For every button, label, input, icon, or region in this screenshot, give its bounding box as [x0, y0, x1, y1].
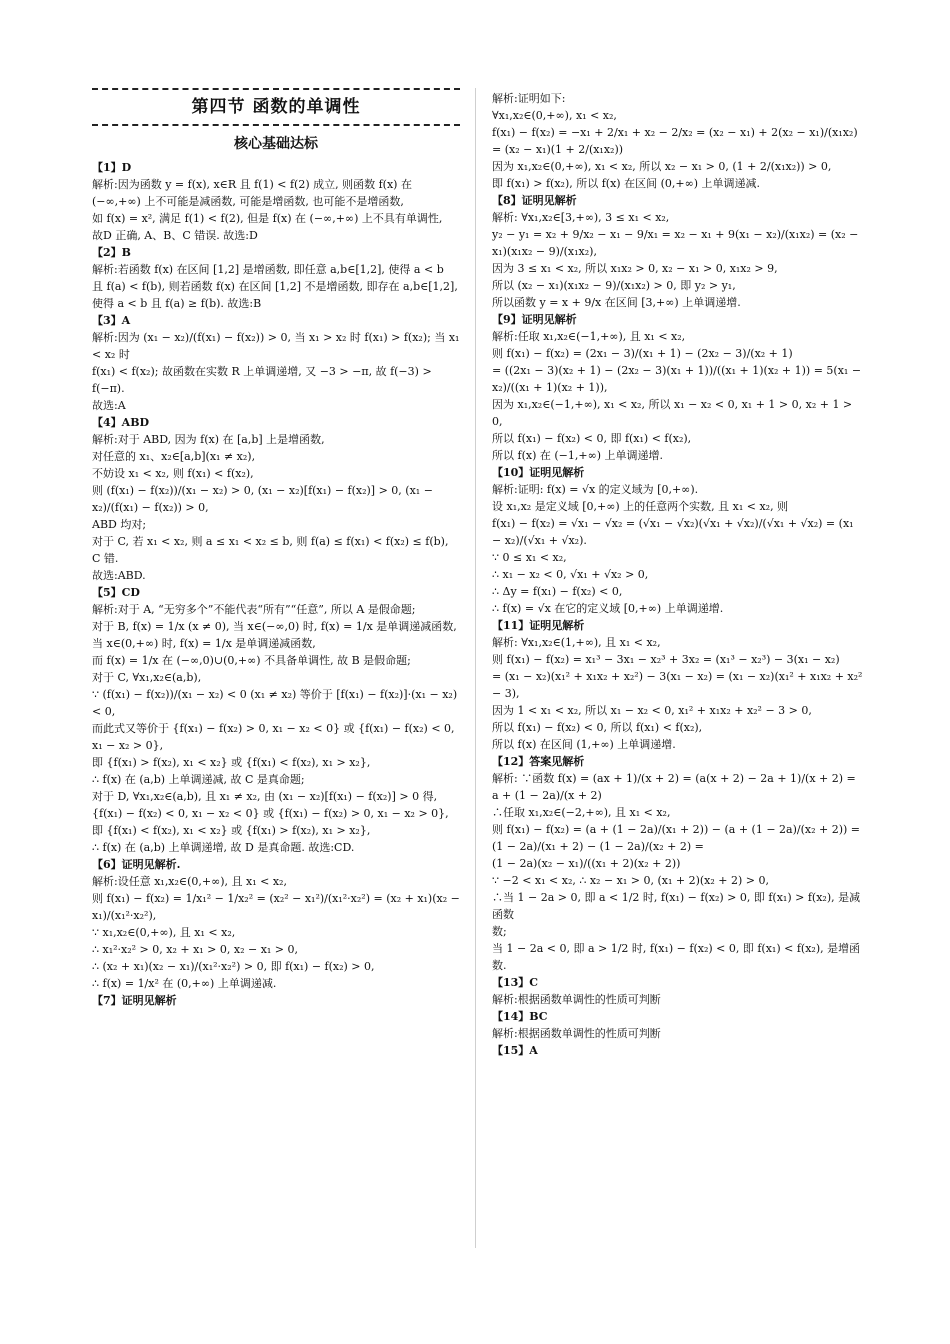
solution-line: 因为 x₁,x₂∈(0,+∞), x₁ < x₂, 所以 x₂ − x₁ > 0, (1 + 2/(x₁x₂)) > 0,	[492, 160, 832, 173]
answer-item	[492, 1008, 864, 1042]
answer-item	[492, 974, 864, 1008]
solution-line: 解析:根据函数单调性的性质可判断	[492, 993, 661, 1006]
left-items	[92, 159, 460, 1009]
answer-item	[92, 312, 460, 414]
solution-line: ∴ (x₂ + x₁)(x₂ − x₁)/(x₁²·x₂²) > 0, 即 f(x₁) − f(x₂) > 0,	[92, 960, 375, 973]
solution-line: 解析:证明如下:	[492, 92, 566, 105]
question-number: 【6】证明见解析.	[92, 858, 181, 871]
solution-line: f(x₁) − f(x₂) = −x₁ + 2/x₁ + x₂ − 2/x₂ = (x₂ − x₁) + 2(x₂ − x₁)/(x₁x₂) = (x₂ − x₁)(1 + 2/(x₁x₂))	[492, 126, 858, 156]
solution-line: 对于 B, f(x) = 1/x (x ≠ 0), 当 x∈(−∞,0) 时, f(x) = 1/x 是单调递减函数,	[92, 620, 457, 633]
solution-line: 解析: ∀x₁,x₂∈(1,+∞), 且 x₁ < x₂,	[492, 636, 661, 649]
question-number: 【5】CD	[92, 586, 140, 599]
solution-line: 如 f(x) = x², 满足 f(1) < f(2), 但是 f(x) 在 (−∞,+∞) 上不具有单调性,	[92, 212, 443, 225]
question-number: 【15】A	[492, 1044, 538, 1057]
solution-line: ∴ f(x) = √x 在它的定义域 [0,+∞) 上单调递增.	[492, 602, 724, 615]
answer-item	[92, 856, 460, 992]
question-number: 【1】D	[92, 161, 132, 174]
answer-item	[492, 617, 864, 753]
solution-line: 解析:因为 (x₁ − x₂)/(f(x₁) − f(x₂)) > 0, 当 x₁ > x₂ 时 f(x₁) > f(x₂); 当 x₁ < x₂ 时	[92, 331, 460, 361]
solution-line: 所以 f(x₁) − f(x₂) < 0, 所以 f(x₁) < f(x₂),	[492, 721, 703, 734]
solution-line: 解析:因为函数 y = f(x), x∈R 且 f(1) < f(2) 成立, 则函数 f(x) 在	[92, 178, 412, 191]
question-number: 【11】证明见解析	[492, 619, 585, 632]
solution-line: 对任意的 x₁、x₂∈[a,b](x₁ ≠ x₂),	[92, 450, 256, 463]
solution-line: 所以 (x₂ − x₁)(x₁x₂ − 9)/(x₁x₂) > 0, 即 y₂ > y₁,	[492, 279, 736, 292]
solution-line: 因为 x₁,x₂∈(−1,+∞), x₁ < x₂, 所以 x₁ − x₂ < 0, x₁ + 1 > 0, x₂ + 1 > 0,	[492, 398, 853, 428]
solution-line: 解析:设任意 x₁,x₂∈(0,+∞), 且 x₁ < x₂,	[92, 875, 287, 888]
solution-line: 所以 f(x) 在区间 (1,+∞) 上单调递增.	[492, 738, 676, 751]
solution-line: 则 f(x₁) − f(x₂) = (2x₁ − 3)/(x₁ + 1) − (2x₂ − 3)/(x₂ + 1)	[492, 347, 793, 360]
solution-line: 当 x∈(0,+∞) 时, f(x) = 1/x 是单调递减函数,	[92, 637, 316, 650]
answer-item	[492, 464, 864, 617]
solution-line: 且 f(a) < f(b), 则若函数 f(x) 在区间 [1,2] 不是增函数, 即存在 a,b∈[1,2],	[92, 280, 458, 293]
solution-line: f(x₁) < f(x₂); 故函数在实数 R 上单调递增, 又 −3 > −π, 故 f(−3) > f(−π).	[92, 365, 432, 395]
solution-line: 故选:A	[92, 399, 126, 412]
solution-line: 解析: ∀x₁,x₂∈[3,+∞), 3 ≤ x₁ < x₂,	[492, 211, 670, 224]
question-number: 【3】A	[92, 314, 131, 327]
solution-line: y₂ − y₁ = x₂ + 9/x₂ − x₁ − 9/x₁ = x₂ − x₁ + 9(x₁ − x₂)/(x₁x₂) = (x₂ − x₁)(x₁x₂ − 9)/(x₁x₂),	[492, 228, 859, 258]
solution-line: 当 1 − 2a < 0, 即 a > 1/2 时, f(x₁) − f(x₂) < 0, 即 f(x₁) < f(x₂), 是增函数.	[492, 942, 861, 972]
answer-item	[492, 311, 864, 464]
solution-line: ∀x₁,x₂∈(0,+∞), x₁ < x₂,	[492, 109, 617, 122]
answer-item	[492, 753, 864, 974]
solution-line: 而此式又等价于 {f(x₁) − f(x₂) > 0, x₁ − x₂ < 0} 或 {f(x₁) − f(x₂) < 0, x₁ − x₂ > 0},	[92, 722, 455, 752]
solution-line: 解析:若函数 f(x) 在区间 [1,2] 是增函数, 即任意 a,b∈[1,2], 使得 a < b	[92, 263, 444, 276]
solution-line: 解析:根据函数单调性的性质可判断	[492, 1027, 661, 1040]
solution-line: 故选:ABD.	[92, 569, 146, 582]
solution-line: 解析:对于 ABD, 因为 f(x) 在 [a,b] 上是增函数,	[92, 433, 325, 446]
solution-line: 对于 D, ∀x₁,x₂∈(a,b), 且 x₁ ≠ x₂, 由 (x₁ − x₂)[f(x₁) − f(x₂)] > 0 得,	[92, 790, 438, 803]
section-title: 第四节 函数的单调性	[191, 97, 361, 117]
solution-line: 故D 正确, A、B、C 错误. 故选:D	[92, 229, 258, 242]
solution-line: {f(x₁) − f(x₂) < 0, x₁ − x₂ < 0} 或 {f(x₁) − f(x₂) > 0, x₁ − x₂ > 0},	[92, 807, 449, 820]
question-number: 【13】C	[492, 976, 539, 989]
solution-line: (−∞,+∞) 上不可能是减函数, 可能是增函数, 也可能不是增函数,	[92, 195, 404, 208]
right-items	[492, 90, 864, 1059]
solution-line: ∴ Δy = f(x₁) − f(x₂) < 0,	[492, 585, 623, 598]
answer-item	[492, 192, 864, 311]
solution-line: 因为 1 < x₁ < x₂, 所以 x₁ − x₂ < 0, x₁² + x₁x₂ + x₂² − 3 > 0,	[492, 704, 812, 717]
solution-line: 则 f(x₁) − f(x₂) = 1/x₁² − 1/x₂² = (x₂² − x₁²)/(x₁²·x₂²) = (x₂ + x₁)(x₂ − x₁)/(x₁²·x₂²),	[92, 892, 460, 922]
question-number: 【12】答案见解析	[492, 755, 585, 768]
answer-item	[92, 414, 460, 584]
solution-line: 即 f(x₁) > f(x₂), 所以 f(x) 在区间 (0,+∞) 上单调递减.	[492, 177, 761, 190]
solution-line: 不妨设 x₁ < x₂, 则 f(x₁) < f(x₂),	[92, 467, 254, 480]
solution-line: 所以 f(x) 在 (−1,+∞) 上单调递增.	[492, 449, 664, 462]
answer-item	[492, 90, 864, 192]
solution-line: 所以 f(x₁) − f(x₂) < 0, 即 f(x₁) < f(x₂),	[492, 432, 692, 445]
answer-item	[92, 992, 460, 1009]
right-column	[492, 90, 864, 1059]
solution-line: (1 − 2a)(x₂ − x₁)/((x₁ + 2)(x₂ + 2))	[492, 857, 681, 870]
answer-item	[492, 1042, 864, 1059]
solution-line: 而 f(x) = 1/x 在 (−∞,0)∪(0,+∞) 不具备单调性, 故 B 是假命题;	[92, 654, 411, 667]
solution-line: ∵ −2 < x₁ < x₂, ∴ x₂ − x₁ > 0, (x₁ + 2)(x₂ + 2) > 0,	[492, 874, 769, 887]
solution-line: ∵ x₁,x₂∈(0,+∞), 且 x₁ < x₂,	[92, 926, 236, 939]
solution-line: 解析:证明: f(x) = √x 的定义域为 [0,+∞).	[492, 483, 699, 496]
left-column	[92, 88, 460, 1009]
solution-line: = (x₁ − x₂)(x₁² + x₁x₂ + x₂²) − 3(x₁ − x₂) = (x₁ − x₂)(x₁² + x₁x₂ + x₂² − 3),	[492, 670, 863, 700]
solution-line: 解析:对于 A, “无穷多个”不能代表“所有”“任意”, 所以 A 是假命题;	[92, 603, 416, 616]
solution-line: 解析: ∵函数 f(x) = (ax + 1)/(x + 2) = (a(x + 2) − 2a + 1)/(x + 2) = a + (1 − 2a)/(x + 2)	[492, 772, 856, 802]
solution-line: 使得 a < b 且 f(a) ≥ f(b). 故选:B	[92, 297, 262, 310]
solution-line: 数;	[492, 925, 507, 938]
solution-line: ∴ x₁²·x₂² > 0, x₂ + x₁ > 0, x₂ − x₁ > 0,	[92, 943, 299, 956]
solution-line: ∴任取 x₁,x₂∈(−2,+∞), 且 x₁ < x₂,	[492, 806, 671, 819]
question-number: 【2】B	[92, 246, 131, 259]
solution-line: 即 {f(x₁) > f(x₂), x₁ < x₂} 或 {f(x₁) < f(x₂), x₁ > x₂},	[92, 756, 371, 769]
solution-line: ∴ f(x) 在 (a,b) 上单调递减, 故 C 是真命题;	[92, 773, 305, 786]
solution-line: ∴当 1 − 2a > 0, 即 a < 1/2 时, f(x₁) − f(x₂) > 0, 即 f(x₁) > f(x₂), 是减函数	[492, 891, 861, 921]
solution-line: 则 f(x₁) − f(x₂) = (a + (1 − 2a)/(x₁ + 2)) − (a + (1 − 2a)/(x₂ + 2)) = (1 − 2a)/(x₁ + 2) − (1 − 2a)/(x₂ + 2) =	[492, 823, 860, 853]
question-number: 【8】证明见解析	[492, 194, 577, 207]
question-number: 【7】证明见解析	[92, 994, 177, 1007]
solution-line: 因为 3 ≤ x₁ < x₂, 所以 x₁x₂ > 0, x₂ − x₁ > 0, x₁x₂ > 9,	[492, 262, 778, 275]
subheading: 核心基础达标	[234, 136, 318, 152]
answer-item	[92, 159, 460, 244]
solution-line: 则 f(x₁) − f(x₂) = x₁³ − 3x₁ − x₂³ + 3x₂ = (x₁³ − x₂³) − 3(x₁ − x₂)	[492, 653, 840, 666]
solution-line: ∵ 0 ≤ x₁ < x₂,	[492, 551, 567, 564]
question-number: 【14】BC	[492, 1010, 548, 1023]
solution-line: = ((2x₁ − 3)(x₂ + 1) − (2x₂ − 3)(x₁ + 1))/((x₁ + 1)(x₂ + 1)) = 5(x₁ − x₂)/((x₁ + 1)(x₂ + 1)),	[492, 364, 862, 394]
solution-line: 所以函数 y = x + 9/x 在区间 [3,+∞) 上单调递增.	[492, 296, 741, 309]
solution-line: ∵ (f(x₁) − f(x₂))/(x₁ − x₂) < 0 (x₁ ≠ x₂) 等价于 [f(x₁) − f(x₂)]·(x₁ − x₂) < 0,	[92, 688, 458, 718]
question-number: 【4】ABD	[92, 416, 150, 429]
solution-line: 解析:任取 x₁,x₂∈(−1,+∞), 且 x₁ < x₂,	[492, 330, 686, 343]
solution-line: ∴ f(x) = 1/x² 在 (0,+∞) 上单调递减.	[92, 977, 277, 990]
question-number: 【10】证明见解析	[492, 466, 585, 479]
solution-line: 对于 C, 若 x₁ < x₂, 则 a ≤ x₁ < x₂ ≤ b, 则 f(a) ≤ f(x₁) < f(x₂) ≤ f(b), C 错.	[92, 535, 449, 565]
solution-line: f(x₁) − f(x₂) = √x₁ − √x₂ = (√x₁ − √x₂)(√x₁ + √x₂)/(√x₁ + √x₂) = (x₁ − x₂)/(√x₁ + √x₂).	[492, 517, 854, 547]
column-divider	[475, 88, 476, 1248]
solution-line: 即 {f(x₁) < f(x₂), x₁ < x₂} 或 {f(x₁) > f(x₂), x₁ > x₂},	[92, 824, 371, 837]
answer-item	[92, 584, 460, 856]
title-rule-bottom	[92, 124, 460, 126]
solution-line: 对于 C, ∀x₁,x₂∈(a,b),	[92, 671, 202, 684]
solution-line: 设 x₁,x₂ 是定义域 [0,+∞) 上的任意两个实数, 且 x₁ < x₂, 则	[492, 500, 789, 513]
solution-line: 则 (f(x₁) − f(x₂))/(x₁ − x₂) > 0, (x₁ − x₂)[f(x₁) − f(x₂)] > 0, (x₁ − x₂)/(f(x₁) − f(x₂)) > 0,	[92, 484, 433, 514]
question-number: 【9】证明见解析	[492, 313, 577, 326]
answer-item	[92, 244, 460, 312]
solution-line: ABD 均对;	[92, 518, 147, 531]
solution-line: ∴ f(x) 在 (a,b) 上单调递增, 故 D 是真命题. 故选:CD.	[92, 841, 355, 854]
solution-line: ∴ x₁ − x₂ < 0, √x₁ + √x₂ > 0,	[492, 568, 649, 581]
